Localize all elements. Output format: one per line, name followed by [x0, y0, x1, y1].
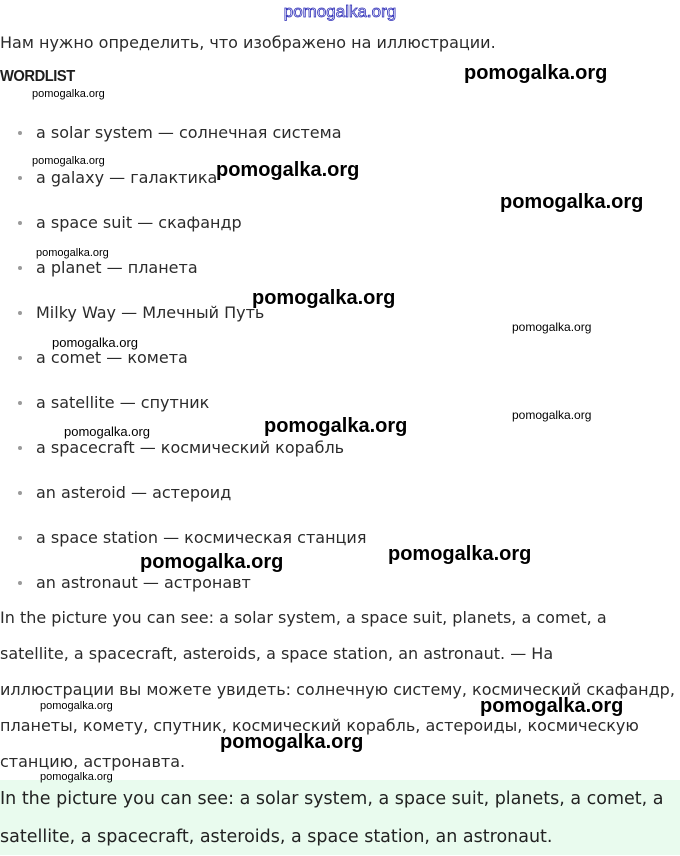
- bullet-icon: [18, 131, 22, 135]
- watermark: pomogalka.org: [512, 320, 592, 334]
- watermark: pomogalka.org: [252, 287, 396, 309]
- bullet-icon: [18, 311, 22, 315]
- list-item-text: a spacecraft — космический корабль: [36, 438, 345, 457]
- bullet-icon: [18, 581, 22, 585]
- list-item-text: a planet — планета: [36, 258, 198, 277]
- list-item-text: an asteroid — астероид: [36, 483, 232, 502]
- watermark: pomogalka.org: [388, 543, 532, 565]
- list-item: [18, 256, 198, 280]
- watermark: pomogalka.org: [32, 155, 105, 167]
- bullet-icon: [18, 446, 22, 450]
- watermark: pomogalka.org: [216, 159, 360, 181]
- paragraph-line: In the picture you can see: a solar system, a space suit, planets, a comet, a: [0, 608, 607, 627]
- paragraph-line: satellite, a spacecraft, asteroids, a space station, an astronaut. — На: [0, 644, 554, 663]
- watermark: pomogalka.org: [32, 88, 105, 100]
- watermark: pomogalka.org: [220, 731, 364, 753]
- bullet-icon: [18, 401, 22, 405]
- list-item-text: a galaxy — галактика: [36, 168, 218, 187]
- answer-line: In the picture you can see: a solar system, a space suit, planets, a comet, a: [0, 789, 664, 809]
- list-item: [18, 571, 251, 595]
- bullet-icon: [18, 266, 22, 270]
- list-item-text: Milky Way — Млечный Путь: [36, 303, 265, 322]
- paragraph-line: станцию, астронавта.: [0, 752, 186, 771]
- watermark: pomogalka.org: [264, 415, 408, 437]
- bullet-icon: [18, 356, 22, 360]
- list-item: [18, 301, 264, 325]
- answer-highlight: [0, 780, 680, 855]
- paragraph-line: иллюстрации вы можете увидеть: солнечную систему, космический скафандр,: [0, 680, 675, 699]
- bullet-icon: [18, 176, 22, 180]
- list-item-text: a space suit — скафандр: [36, 213, 242, 232]
- watermark: pomogalka.org: [464, 62, 608, 84]
- list-item: [18, 121, 342, 145]
- header-watermark: pomogalka.org: [283, 2, 397, 21]
- intro-text: Нам нужно определить, что изображено на иллюстрации.: [0, 33, 496, 52]
- list-item: [18, 436, 344, 460]
- watermark: pomogalka.org: [480, 695, 624, 717]
- list-item-text: a satellite — спутник: [36, 393, 210, 412]
- list-item-text: a comet — комета: [36, 348, 188, 367]
- watermark: pomogalka.org: [40, 771, 113, 783]
- bullet-icon: [18, 536, 22, 540]
- list-item: [18, 211, 242, 235]
- watermark: pomogalka.org: [140, 551, 284, 573]
- watermark: pomogalka.org: [64, 424, 150, 439]
- watermark: pomogalka.org: [36, 247, 109, 259]
- paragraph-line: планеты, комету, спутник, космический корабль, астероиды, космическую: [0, 716, 639, 735]
- list-item-text: a solar system — солнечная система: [36, 123, 342, 142]
- bullet-icon: [18, 491, 22, 495]
- list-item-text: an astronaut — астронавт: [36, 573, 251, 592]
- bullet-icon: [18, 221, 22, 225]
- watermark: pomogalka.org: [52, 335, 138, 350]
- list-item: [18, 391, 209, 415]
- list-item-text: a space station — космическая станция: [36, 528, 367, 547]
- list-item: [18, 526, 366, 550]
- watermark: pomogalka.org: [40, 700, 113, 712]
- answer-line: satellite, a spacecraft, asteroids, a space station, an astronaut.: [0, 827, 553, 847]
- watermark: pomogalka.org: [512, 408, 592, 422]
- list-item: [18, 166, 217, 190]
- wordlist-heading: WORDLIST: [0, 68, 75, 85]
- list-item: [18, 481, 231, 505]
- watermark: pomogalka.org: [500, 191, 644, 213]
